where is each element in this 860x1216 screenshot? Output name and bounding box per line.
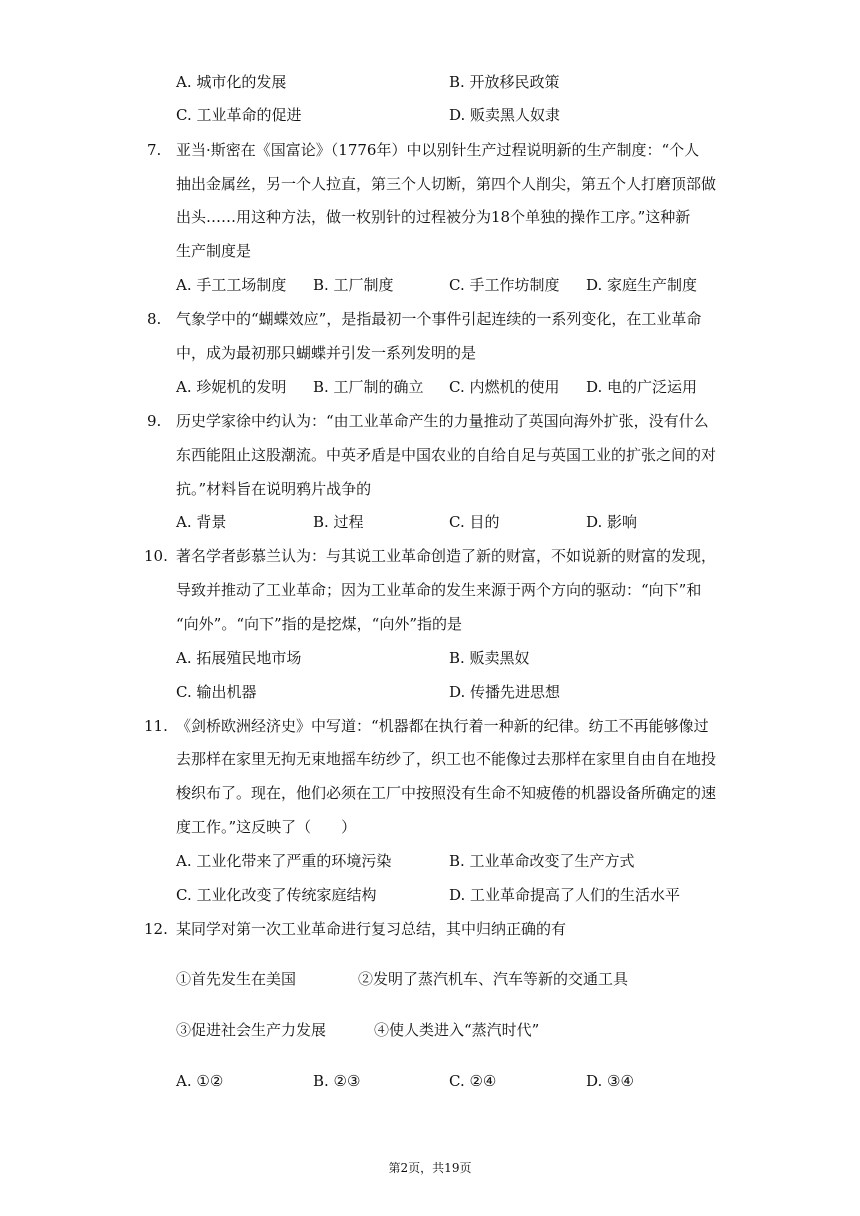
q11-number: 11. [144, 717, 168, 735]
q11-option-a: A. 工业化带来了严重的环境污染 [176, 852, 392, 870]
q11-option-b: B. 工业革命改变了生产方式 [449, 852, 635, 870]
q7-line: 出头……用这种方法，做一枚别针的过程被分为18个单独的操作工序。”这种新 [176, 208, 691, 226]
q6-option-d: D. 贩卖黑人奴隶 [449, 106, 561, 124]
q12-item-2: ②发明了蒸汽机车、汽车等新的交通工具 [358, 970, 629, 988]
q9-line: 历史学家徐中约认为：“由工业革命产生的力量推动了英国向海外扩张，没有什么 [176, 412, 709, 430]
q9-option-a: A. 背景 [176, 513, 227, 531]
q9-line: 抗。”材料旨在说明鸦片战争的 [176, 480, 372, 498]
q11-option-c: C. 工业化改变了传统家庭结构 [176, 886, 377, 904]
q11-option-d: D. 工业革命提高了人们的生活水平 [449, 886, 681, 904]
q6-option-c: C. 工业革命的促进 [176, 106, 302, 124]
q11-line: 度工作。”这反映了（ ） [176, 818, 357, 836]
q7-option-c: C. 手工作坊制度 [449, 276, 560, 294]
q7-line: 抽出金属丝，另一个人拉直，第三个人切断，第四个人削尖，第五个人打磨顶部做 [176, 175, 717, 193]
q10-number: 10. [144, 547, 168, 565]
q10-line: 著名学者彭慕兰认为：与其说工业革命创造了新的财富，不如说新的财富的发现， [176, 547, 717, 565]
q10-option-d: D. 传播先进思想 [449, 683, 561, 701]
q12-item-1: ①首先发生在美国 [176, 970, 297, 988]
q12-item-4: ④使人类进入“蒸汽时代” [374, 1021, 540, 1039]
q7-option-d: D. 家庭生产制度 [586, 276, 698, 294]
q8-line: 气象学中的“蝴蝶效应”，是指最初一个事件引起连续的一系列变化，在工业革命 [176, 310, 702, 328]
page-footer: 第2页，共19页 [388, 1161, 472, 1175]
q12-number: 12. [144, 920, 168, 938]
q12-option-a: A. ①② [176, 1072, 224, 1090]
q9-line: 东西能阻止这股潮流。中英矛盾是中国农业的自给自足与英国工业的扩张之间的对 [176, 446, 717, 464]
q12-option-b: B. ②③ [313, 1072, 361, 1090]
q12-item-3: ③促进社会生产力发展 [176, 1021, 327, 1039]
q10-option-a: A. 拓展殖民地市场 [176, 649, 302, 667]
q12-option-d: D. ③④ [586, 1072, 634, 1090]
q8-number: 8. [147, 310, 162, 328]
q10-line: “向外”。“向下”指的是挖煤，“向外”指的是 [176, 615, 463, 633]
q7-line: 亚当·斯密在《国富论》（1776年）中以别针生产过程说明新的生产制度：“个人 [176, 141, 700, 159]
q12-line: 某同学对第一次工业革命进行复习总结，其中归纳正确的有 [176, 920, 567, 938]
q10-line: 导致并推动了工业革命；因为工业革命的发生来源于两个方向的驱动：“向下”和 [176, 581, 702, 599]
q10-option-b: B. 贩卖黑奴 [449, 649, 530, 667]
q7-option-a: A. 手工工场制度 [176, 276, 287, 294]
q8-option-d: D. 电的广泛运用 [586, 378, 698, 396]
q11-line: 梭织布了。现在，他们必须在工厂中按照没有生命不知疲倦的机器设备所确定的速 [176, 784, 717, 802]
q7-number: 7. [147, 141, 162, 159]
q7-line: 生产制度是 [176, 242, 252, 260]
q8-option-b: B. 工厂制的确立 [313, 378, 424, 396]
q9-option-c: C. 目的 [449, 513, 500, 531]
q9-option-d: D. 影响 [586, 513, 638, 531]
q9-option-b: B. 过程 [313, 513, 364, 531]
q6-option-b: B. 开放移民政策 [449, 73, 560, 91]
q9-number: 9. [147, 412, 162, 430]
q7-option-b: B. 工厂制度 [313, 276, 394, 294]
q12-option-c: C. ②④ [449, 1072, 497, 1090]
q6-option-a: A. 城市化的发展 [176, 73, 287, 91]
q8-option-a: A. 珍妮机的发明 [176, 378, 287, 396]
q11-line: 去那样在家里无拘无束地摇车纺纱了，织工也不能像过去那样在家里自由自在地投 [176, 750, 717, 768]
q8-option-c: C. 内燃机的使用 [449, 378, 560, 396]
q8-line: 中，成为最初那只蝴蝶并引发一系列发明的是 [176, 344, 477, 362]
q11-line: 《剑桥欧洲经济史》中写道：“机器都在执行着一种新的纪律。纺工不再能够像过 [176, 717, 709, 735]
q10-option-c: C. 输出机器 [176, 683, 257, 701]
